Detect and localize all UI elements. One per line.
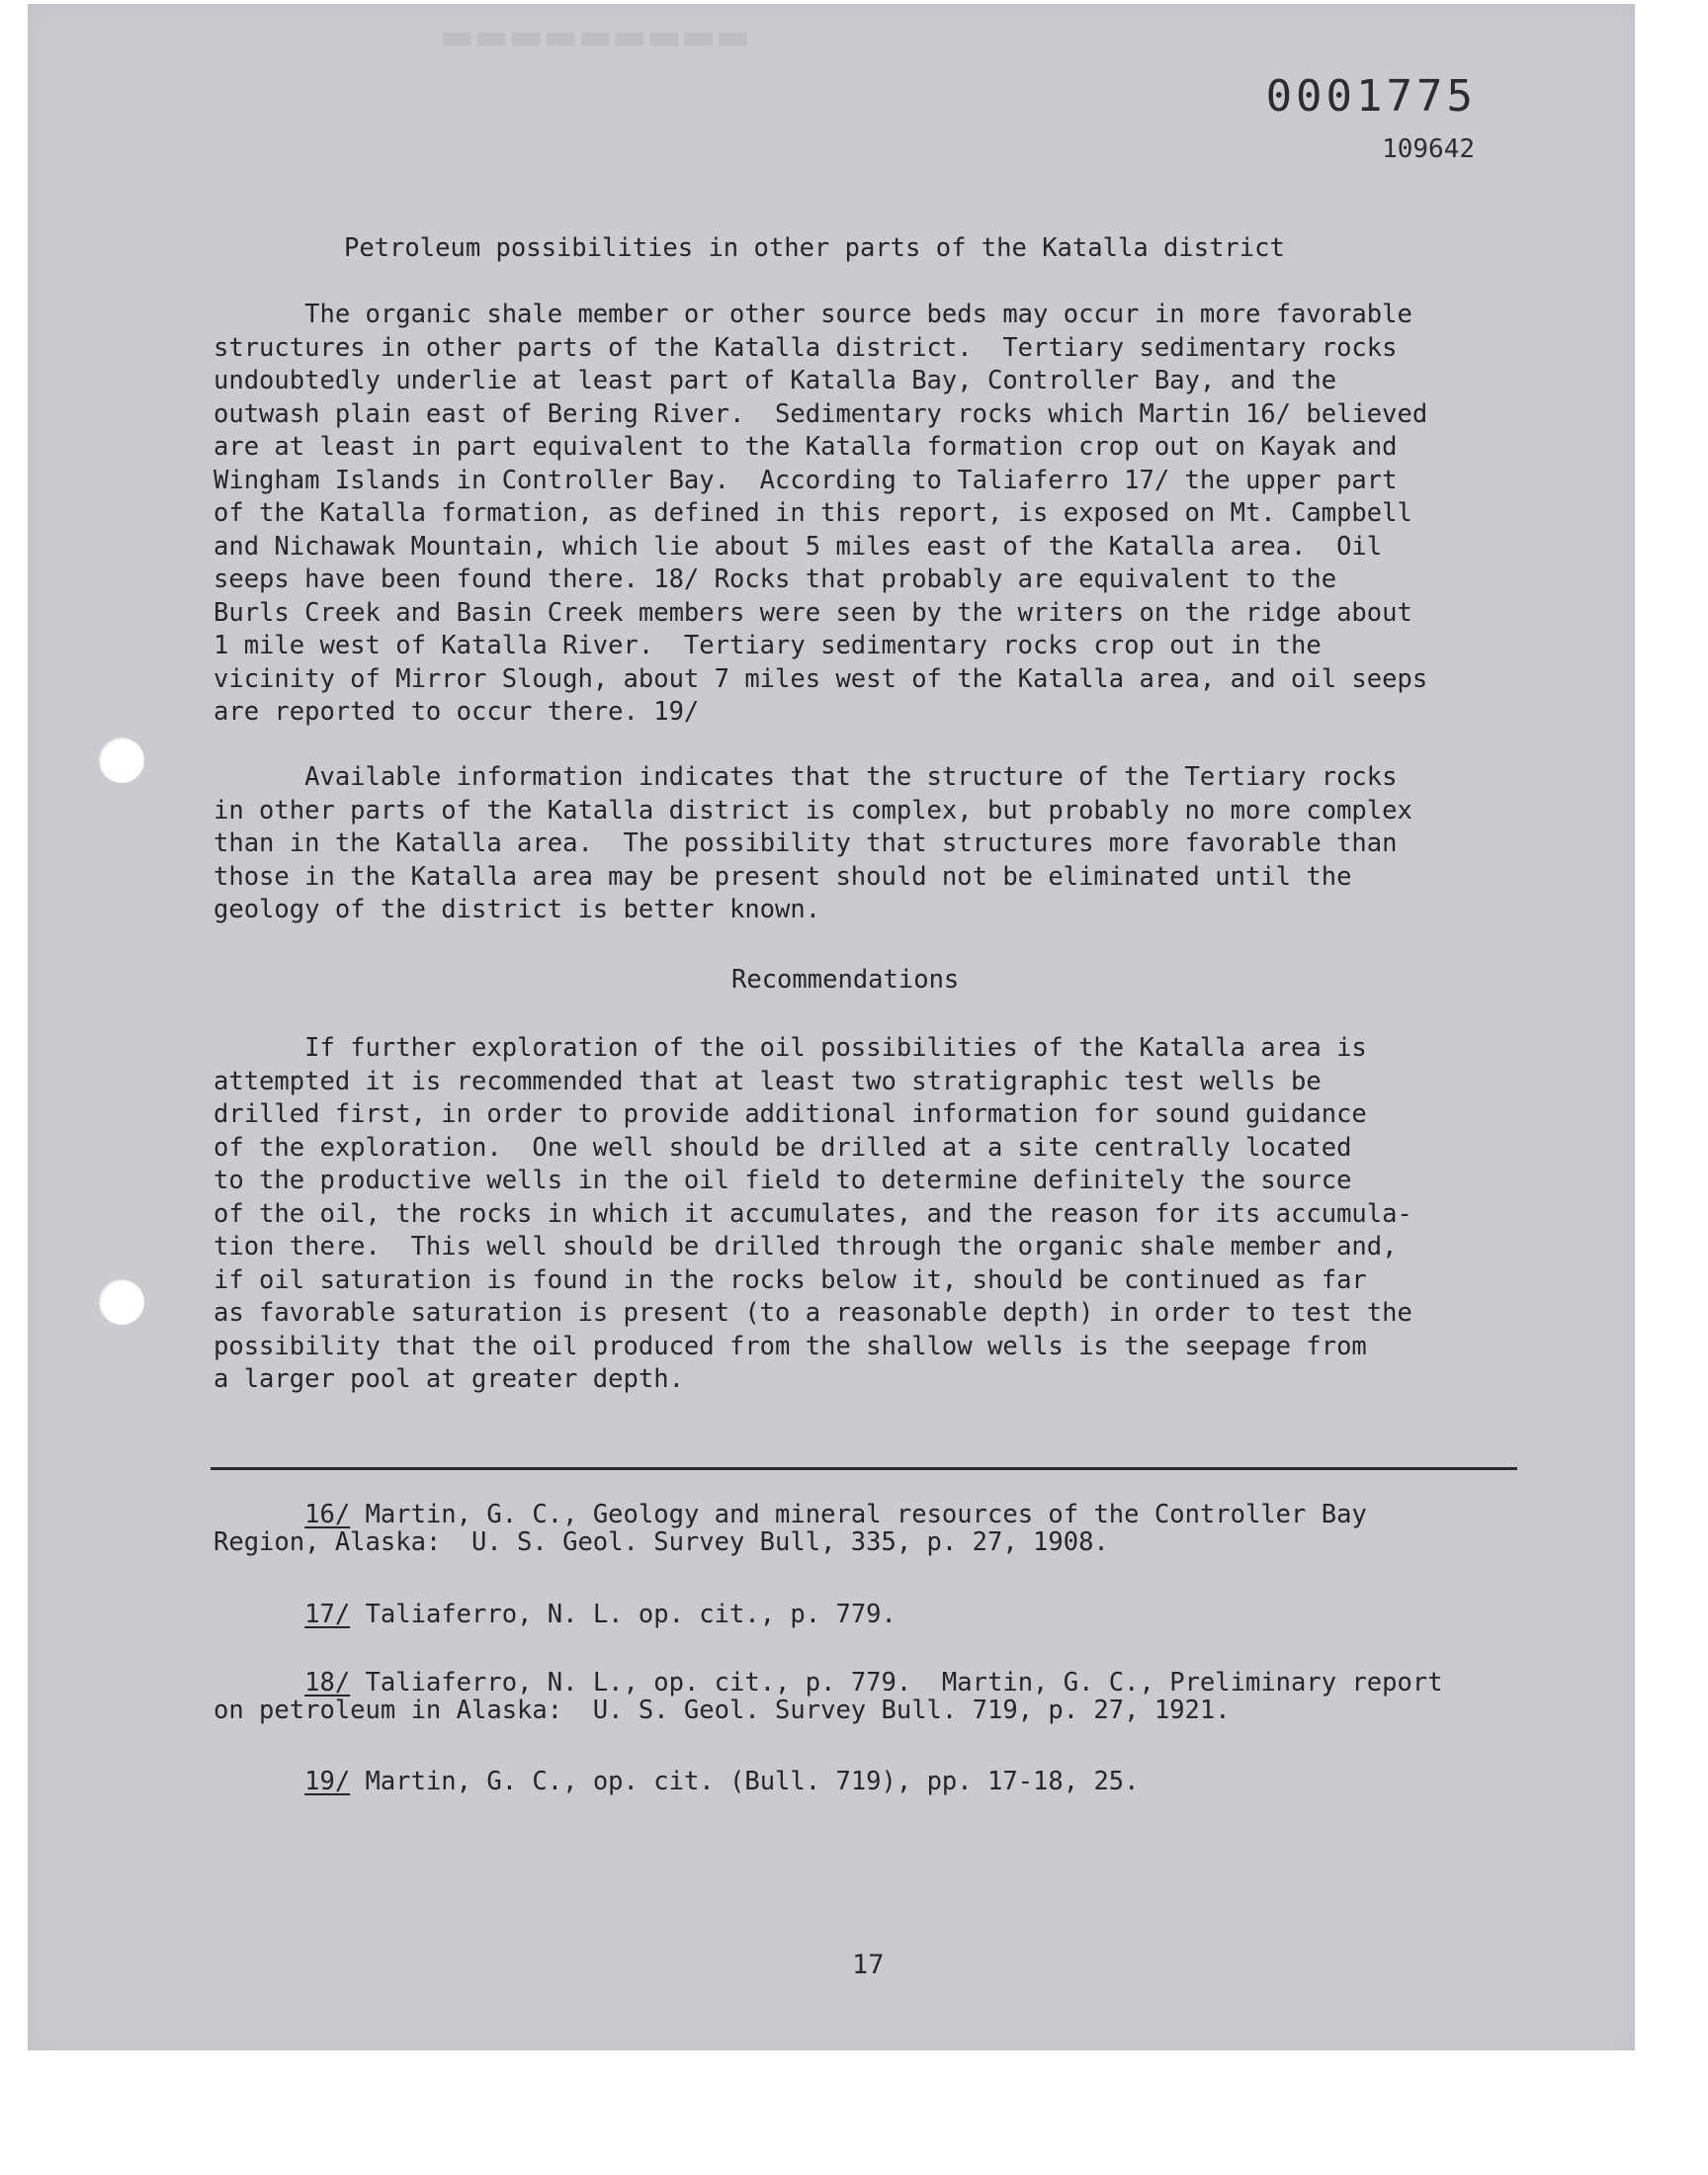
- footnote-ref: 19/: [304, 1767, 351, 1796]
- paragraph-recommendations: [214, 1032, 1548, 1397]
- section-title-petroleum: Petroleum possibilities in other parts of the Katalla district: [344, 233, 1285, 263]
- text-line: to the productive wells in the oil field to determine definitely the source: [214, 1166, 1352, 1195]
- footnote-text: on petroleum in Alaska: U. S. Geol. Survey Bull. 719, p. 27, 1921.: [214, 1696, 1231, 1725]
- footnote-ref: 18/: [304, 1668, 351, 1697]
- text-line: as favorable saturation is present (to a reasonable depth) in order to test the: [214, 1298, 1412, 1328]
- text-line: if oil saturation is found in the rocks below it, should be continued as far: [214, 1264, 1367, 1295]
- text-line: If further exploration of the oil possibilities of the Katalla area is: [214, 1033, 1367, 1063]
- stamp-number: 0001775: [1265, 71, 1477, 122]
- footnote-text: Region, Alaska: U. S. Geol. Survey Bull, 335, p. 27, 1908.: [214, 1527, 1109, 1557]
- text-line: drilled first, in order to provide additional information for sound guidance: [214, 1099, 1367, 1129]
- paragraph-available-information: [214, 761, 1548, 927]
- text-line: Burls Creek and Basin Creek members were seen by the writers on the ridge about: [214, 597, 1412, 628]
- document-page: [28, 4, 1635, 2050]
- text-line: tion there. This well should be drilled through the organic shale member and,: [214, 1232, 1398, 1262]
- document-number: 109642: [1382, 134, 1475, 164]
- text-line: geology of the district is better known.: [214, 895, 821, 924]
- punch-hole: [99, 1279, 144, 1325]
- text-line: those in the Katalla area may be present should not be eliminated until the: [214, 861, 1352, 892]
- text-line: possibility that the oil produced from the shallow wells is the seepage from: [214, 1331, 1367, 1361]
- text-line: The organic shale member or other source beds may occur in more favorable: [214, 300, 1412, 329]
- footnote-17: [214, 1601, 897, 1628]
- text-line: a larger pool at greater depth.: [214, 1364, 684, 1394]
- page-number: 17: [852, 1950, 885, 1980]
- footnote-text: Martin, G. C., Geology and mineral resources of the Controller Bay: [350, 1500, 1367, 1529]
- text-line: of the oil, the rocks in which it accumulates, and the reason for its accumula-: [214, 1198, 1412, 1229]
- text-line: undoubtedly underlie at least part of Katalla Bay, Controller Bay, and the: [214, 366, 1337, 395]
- footnote-ref: 16/: [304, 1500, 351, 1529]
- text-line: seeps have been found there. 18/ Rocks that probably are equivalent to the: [214, 565, 1337, 594]
- footnote-16: [214, 1501, 1367, 1556]
- text-line: and Nichawak Mountain, which lie about 5 miles east of the Katalla area. Oil: [214, 531, 1383, 562]
- text-line: in other parts of the Katalla district is complex, but probably no more complex: [214, 795, 1412, 826]
- paragraph-organic-shale: [214, 299, 1548, 730]
- bleed-through-mark: ▬▬▬▬▬▬▬▬▬: [443, 8, 754, 63]
- footnote-ref: 17/: [304, 1600, 351, 1629]
- footnote-text: Taliaferro, N. L., op. cit., p. 779. Martin, G. C., Preliminary report: [350, 1668, 1443, 1697]
- text-line: than in the Katalla area. The possibility that structures more favorable than: [214, 828, 1398, 858]
- footnote-19: [214, 1768, 1140, 1795]
- text-line: are reported to occur there. 19/: [214, 697, 700, 727]
- footnote-text: Taliaferro, N. L. op. cit., p. 779.: [350, 1600, 897, 1629]
- text-line: vicinity of Mirror Slough, about 7 miles west of the Katalla area, and oil seeps: [214, 663, 1428, 694]
- text-line: Wingham Islands in Controller Bay. According to Taliaferro 17/ the upper part: [214, 465, 1398, 495]
- text-line: of the Katalla formation, as defined in this report, is exposed on Mt. Campbell: [214, 498, 1412, 528]
- text-line: Available information indicates that the structure of the Tertiary rocks: [214, 762, 1398, 792]
- text-line: of the exploration. One well should be drilled at a site centrally located: [214, 1132, 1352, 1163]
- footnote-divider: [211, 1467, 1517, 1470]
- text-line: 1 mile west of Katalla River. Tertiary sedimentary rocks crop out in the: [214, 631, 1322, 660]
- punch-hole: [99, 738, 144, 783]
- text-line: attempted it is recommended that at least two stratigraphic test wells be: [214, 1066, 1322, 1096]
- footnote-text: Martin, G. C., op. cit. (Bull. 719), pp. 17-18, 25.: [350, 1767, 1140, 1796]
- text-line: outwash plain east of Bering River. Sedimentary rocks which Martin 16/ believed: [214, 398, 1428, 429]
- section-title-recommendations: Recommendations: [731, 965, 960, 995]
- text-line: structures in other parts of the Katalla district. Tertiary sedimentary rocks: [214, 332, 1398, 363]
- text-line: are at least in part equivalent to the Katalla formation crop out on Kayak and: [214, 432, 1398, 462]
- footnote-18: [214, 1669, 1443, 1724]
